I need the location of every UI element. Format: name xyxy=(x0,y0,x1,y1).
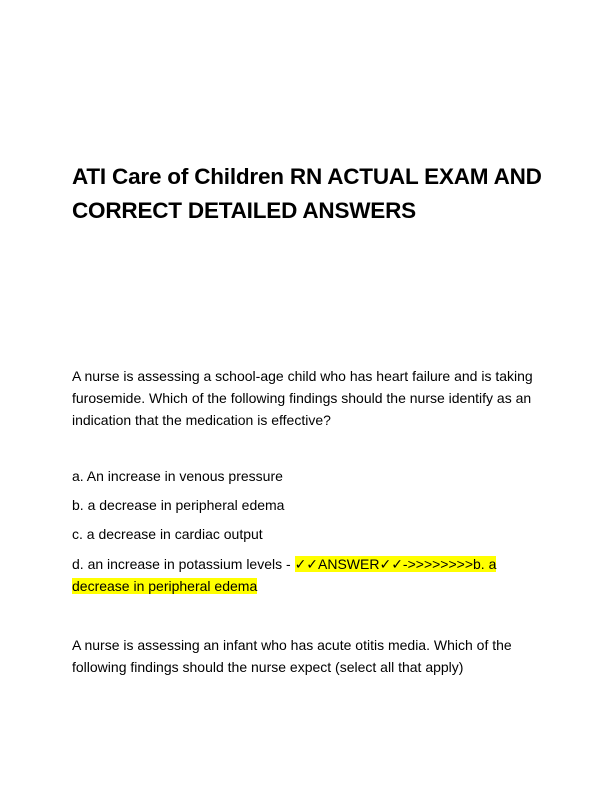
question-1-option-b: b. a decrease in peripheral edema xyxy=(72,497,285,513)
question-1-option-d-text: d. an increase in potassium levels - xyxy=(72,556,295,572)
question-1-option-a: a. An increase in venous pressure xyxy=(72,468,283,484)
question-1-stem: A nurse is assessing a school-age child who has heart failure and is taking furosemide. Which of the following findings should the nurse identify as an indication that the medication is effective? xyxy=(72,368,533,428)
question-1-option-d xyxy=(72,553,542,597)
question-1-answer-highlight: ✓✓ANSWER✓✓->>>>>>>>b. a decrease in peripheral edema xyxy=(72,556,497,594)
document-title: ATI Care of Children RN ACTUAL EXAM AND CORRECT DETAILED ANSWERS xyxy=(72,164,542,223)
question-1-option-c: c. a decrease in cardiac output xyxy=(72,526,263,542)
question-2-stem: A nurse is assessing an infant who has acute otitis media. Which of the following findings should the nurse expect (select all that apply) xyxy=(72,637,512,675)
